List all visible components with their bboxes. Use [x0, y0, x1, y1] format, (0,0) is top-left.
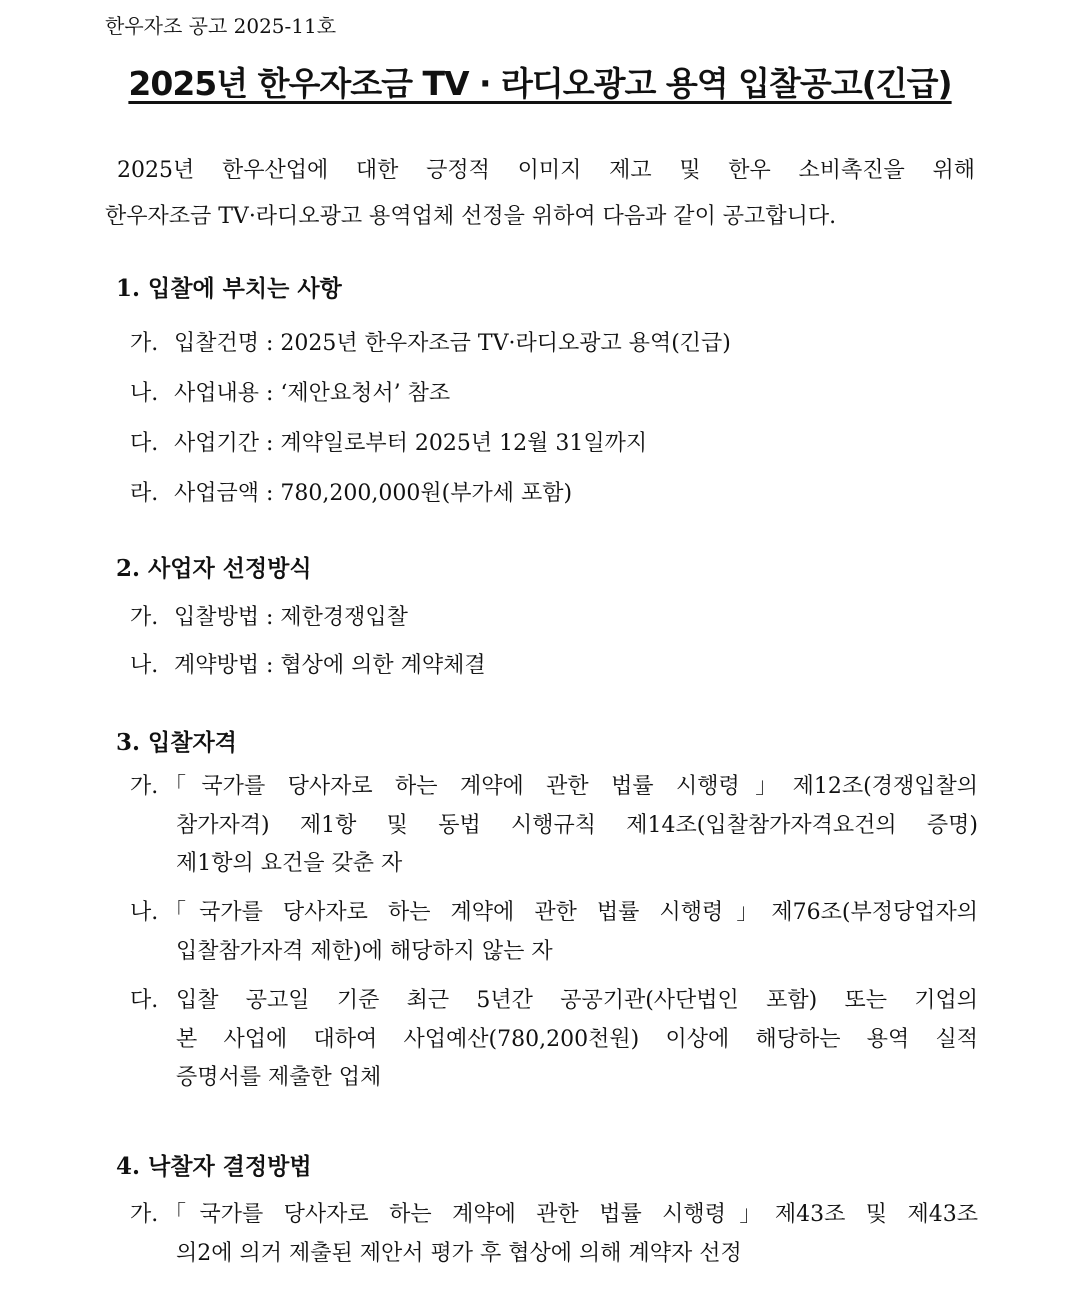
- intro-paragraph: [105, 148, 975, 240]
- section-heading: 3. 입찰자격: [116, 729, 237, 756]
- item-text: 입찰건명 : 2025년 한우자조금 TV·라디오광고 용역(긴급): [174, 331, 731, 356]
- item-line: 입찰참가자격 제한)에 해당하지 않는 자: [176, 938, 553, 964]
- item-marker: 라.: [130, 481, 159, 506]
- list-item: [130, 894, 978, 971]
- item-marker: 가.: [130, 774, 159, 799]
- item-text: 사업금액 : 780,200,000원(부가세 포함): [174, 481, 573, 506]
- item-line: 증명서를 제출한 업체: [176, 1065, 382, 1090]
- item-marker: 나.: [130, 900, 159, 925]
- item-text: 계약방법 : 협상에 의한 계약체결: [174, 653, 486, 678]
- item-text: 사업기간 : 계약일로부터 2025년 12월 31일까지: [174, 431, 648, 456]
- section-heading: 2. 사업자 선정방식: [116, 555, 312, 582]
- list-item: [130, 376, 450, 407]
- list-item: [130, 426, 647, 457]
- item-marker: 다.: [130, 988, 159, 1013]
- item-line: 제1항의 요건을 갖춘 자: [176, 851, 403, 876]
- item-marker: 나.: [130, 381, 159, 406]
- item-marker: 가.: [130, 1202, 159, 1227]
- page-title: [0, 58, 1080, 105]
- section-heading: 4. 낙찰자 결정방법: [116, 1153, 312, 1180]
- item-marker: 가.: [130, 605, 159, 630]
- title-text: 2025년 한우자조금 TV · 라디오광고 용역 입찰공고(긴급): [128, 64, 952, 103]
- item-text: 입찰방법 : 제한경쟁입찰: [174, 605, 408, 630]
- document-number: 한우자조 공고 2025-11호: [105, 14, 337, 38]
- item-line: 참가자격) 제1항 및 동법 시행규칙 제14조(입찰참가자격요건의 증명): [176, 812, 978, 838]
- section-heading: 1. 입찰에 부치는 사항: [116, 275, 342, 302]
- list-item: [130, 1196, 978, 1273]
- list-item: [130, 768, 978, 884]
- item-text: 사업내용 : ‘제안요청서’ 참조: [174, 381, 451, 406]
- item-marker: 가.: [130, 331, 159, 356]
- item-line: 「국가를 당사자로 하는 계약에 관한 법률 시행령」제43조 및 제43조: [164, 1202, 978, 1227]
- list-item: [130, 648, 486, 679]
- item-marker: 다.: [130, 431, 159, 456]
- list-item: [130, 600, 408, 631]
- item-line: 「국가를 당사자로 하는 계약에 관한 법률 시행령」제12조(경쟁입찰의: [164, 774, 978, 799]
- list-item: [130, 982, 978, 1098]
- item-marker: 나.: [130, 653, 159, 678]
- item-line: 본 사업에 대하여 사업예산(780,200천원) 이상에 해당하는 용역 실적: [176, 1026, 978, 1052]
- intro-line: 2025년 한우산업에 대한 긍정적 이미지 제고 및 한우 소비촉진을 위해: [117, 158, 975, 183]
- list-item: [130, 476, 572, 507]
- item-line: 「국가를 당사자로 하는 계약에 관한 법률 시행령」제76조(부정당업자의: [164, 900, 978, 925]
- item-line: 입찰 공고일 기준 최근 5년간 공공기관(사단법인 포함) 또는 기업의: [176, 988, 978, 1013]
- list-item: [130, 326, 731, 357]
- intro-line: 한우자조금 TV·라디오광고 용역업체 선정을 위하여 다음과 같이 공고합니다.: [105, 204, 837, 229]
- item-line: 의2에 의거 제출된 제안서 평가 후 협상에 의해 계약자 선정: [176, 1240, 742, 1266]
